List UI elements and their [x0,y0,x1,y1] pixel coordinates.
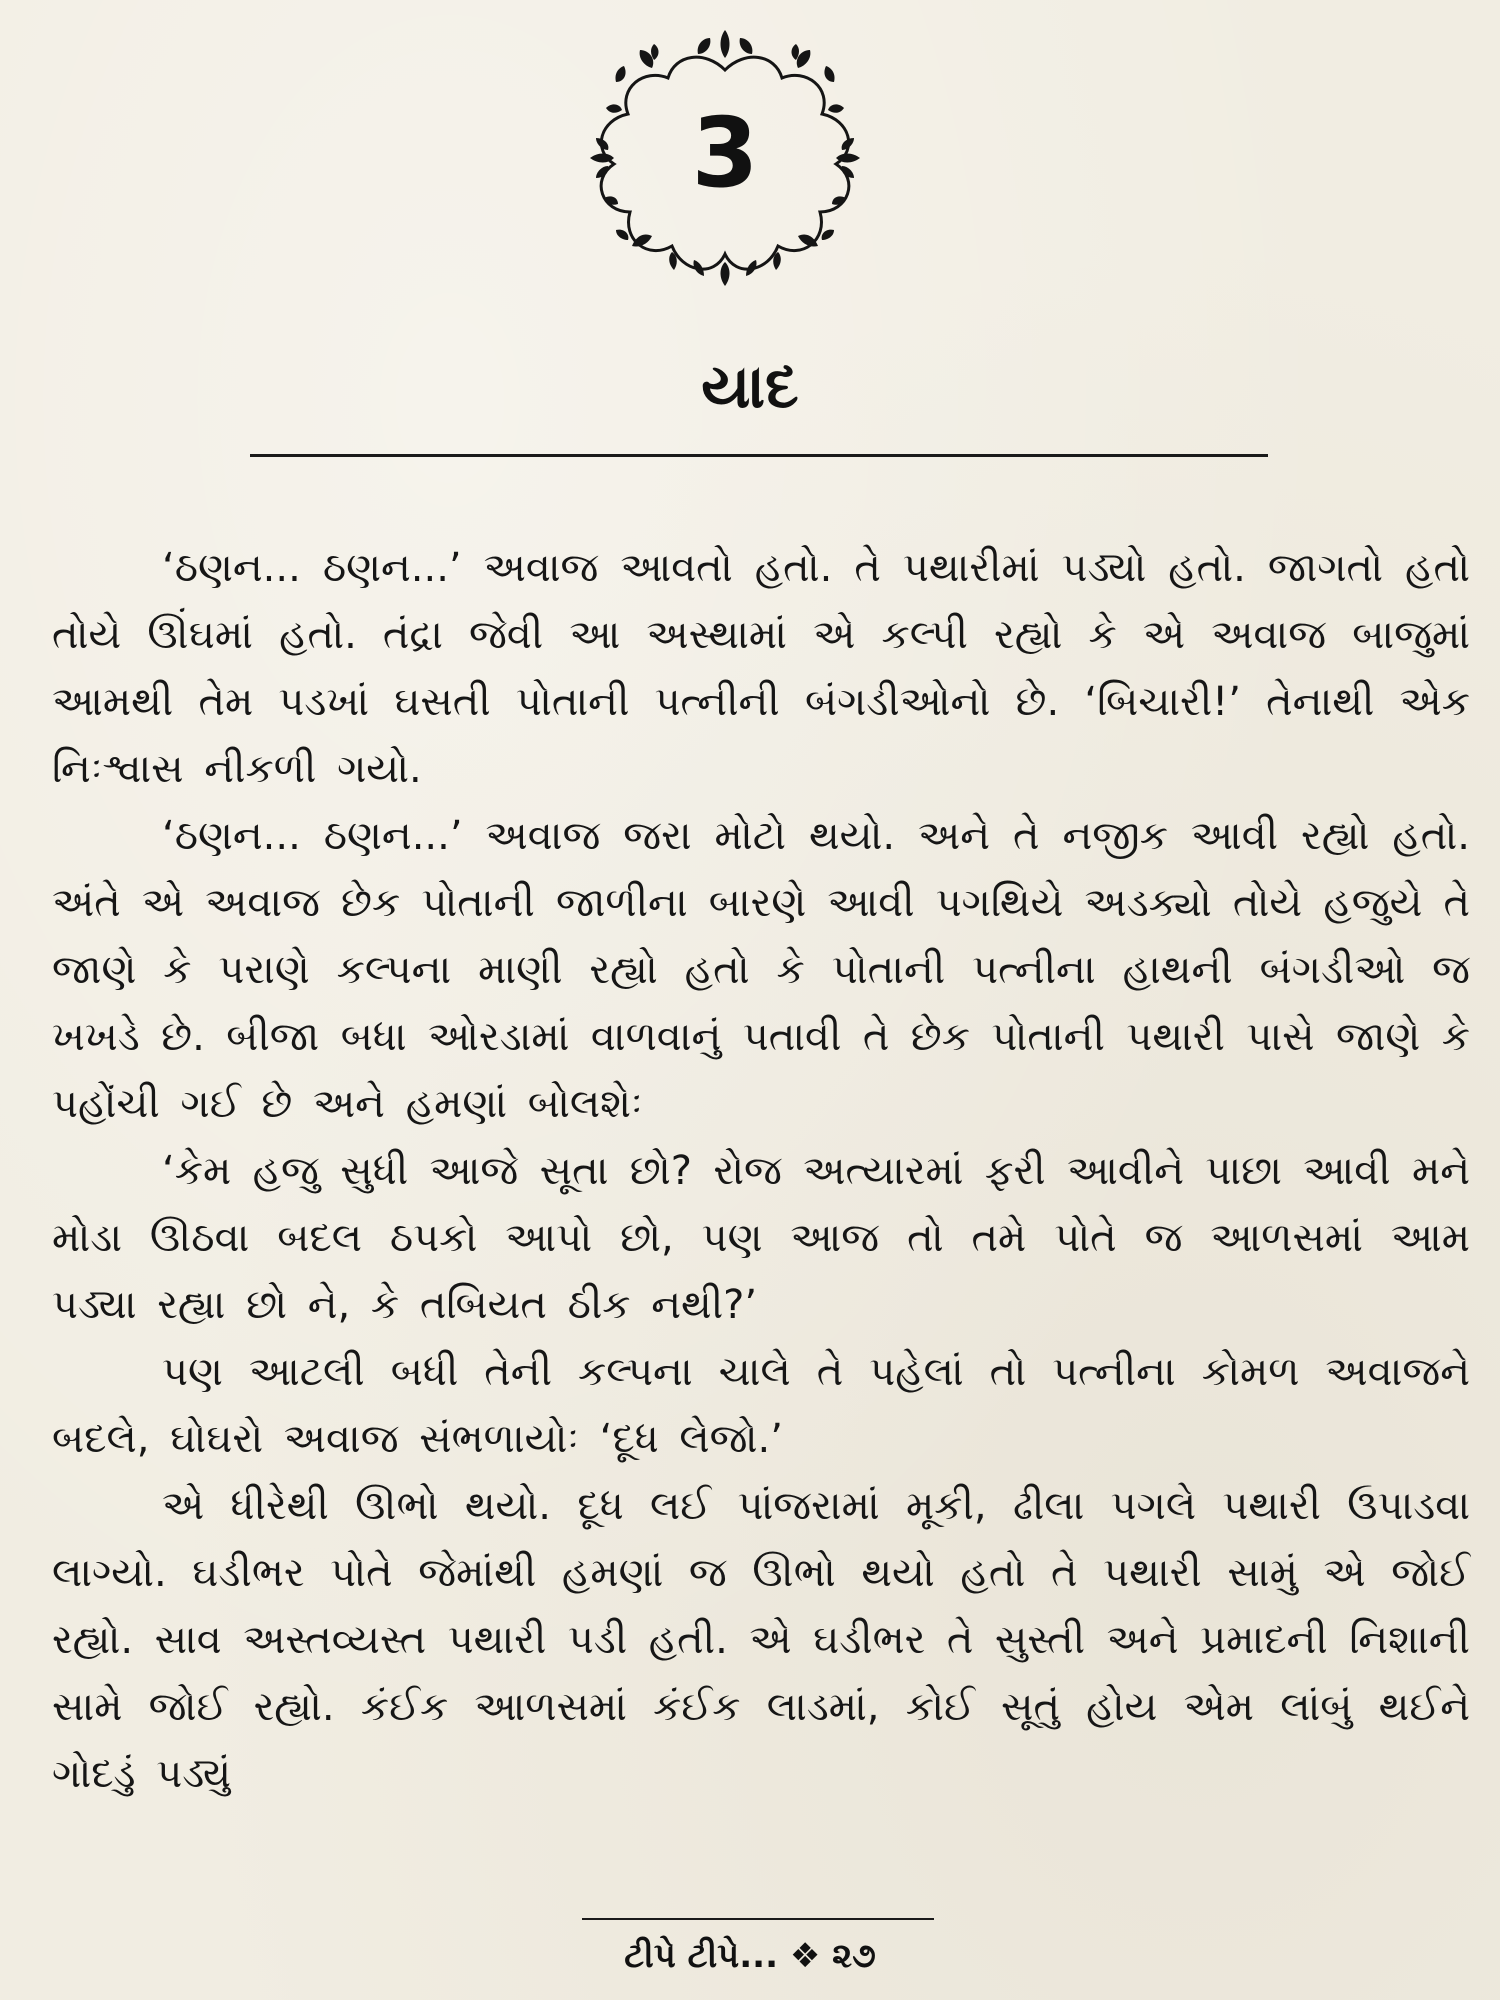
chapter-body [52,535,1470,1808]
page-footer: ટીપે ટીપે... ❖ ૨૭ [624,1936,876,1976]
paragraph: ‘ઠણન... ઠણન...’ અવાજ જરા મોટો થયો. અને તે નજીક આવી રહ્યો હતો. અંતે એ અવાજ છેક પોતાની જાળીના બારણે આવી પગથિયે અડક્યો તોયે હજુયે તે જાણે કે પરાણે કલ્પના માણી રહ્યો હતો કે પોતાની પત્નીના હાથની બંગડીઓ જ ખખડે છે. બીજા બધા ઓરડામાં વાળવાનું પતાવી તે છેક પોતાની પથારી પાસે જાણે કે પહોંચી ગઈ છે અને હમણાં બોલશેઃ [52,813,1470,1127]
paragraph: ‘ઠણન... ઠણન...’ અવાજ આવતો હતો. તે પથારીમાં પડ્યો હતો. જાગતો હતો તોયે ઊંઘમાં હતો. તંદ્રા જેવી આ અસ્થામાં એ કલ્પી રહ્યો કે એ અવાજ બાજુમાં આમથી તેમ પડખાં ઘસતી પોતાની પત્નીની બંગડીઓનો છે. ‘બિચારી!’ તેનાથી એક નિઃશ્વાસ નીકળી ગયો. [52,545,1470,792]
chapter-title: યાદ [701,352,799,422]
chapter-number: 3 [691,97,759,209]
footer-divider [582,1918,934,1920]
title-divider [250,454,1268,457]
paragraph: એ ધીરેથી ઊભો થયો. દૂધ લઈ પાંજરામાં મૂકી, ઢીલા પગલે પથારી ઉપાડવા લાગ્યો. ઘડીભર પોતે જેમાંથી હમણાં જ ઊભો થયો હતો તે પથારી સામું એ જોઈ રહ્યો. સાવ અસ્તવ્યસ્ત પથારી પડી હતી. એ ઘડીભર તે સુસ્તી અને પ્રમાદની નિશાની સામે જોઈ રહ્યો. કંઈક આળસમાં કંઈક લાડમાં, કોઈ સૂતું હોય એમ લાંબું થઈને ગોદડું પડ્યું [52,1483,1470,1797]
paragraph: ‘કેમ હજુ સુધી આજે સૂતા છો? રોજ અત્યારમાં ફરી આવીને પાછા આવી મને મોડા ઊઠવા બદલ ઠપકો આપો છો, પણ આજ તો તમે પોતે જ આળસમાં આમ પડ્યા રહ્યા છો ને, કે તબિયત ઠીક નથી?’ [52,1148,1470,1328]
paragraph: પણ આટલી બધી તેની કલ્પના ચાલે તે પહેલાં તો પત્નીના કોમળ અવાજને બદલે, ઘોઘરો અવાજ સંભળાયોઃ ‘દૂધ લેજો.’ [52,1349,1470,1462]
